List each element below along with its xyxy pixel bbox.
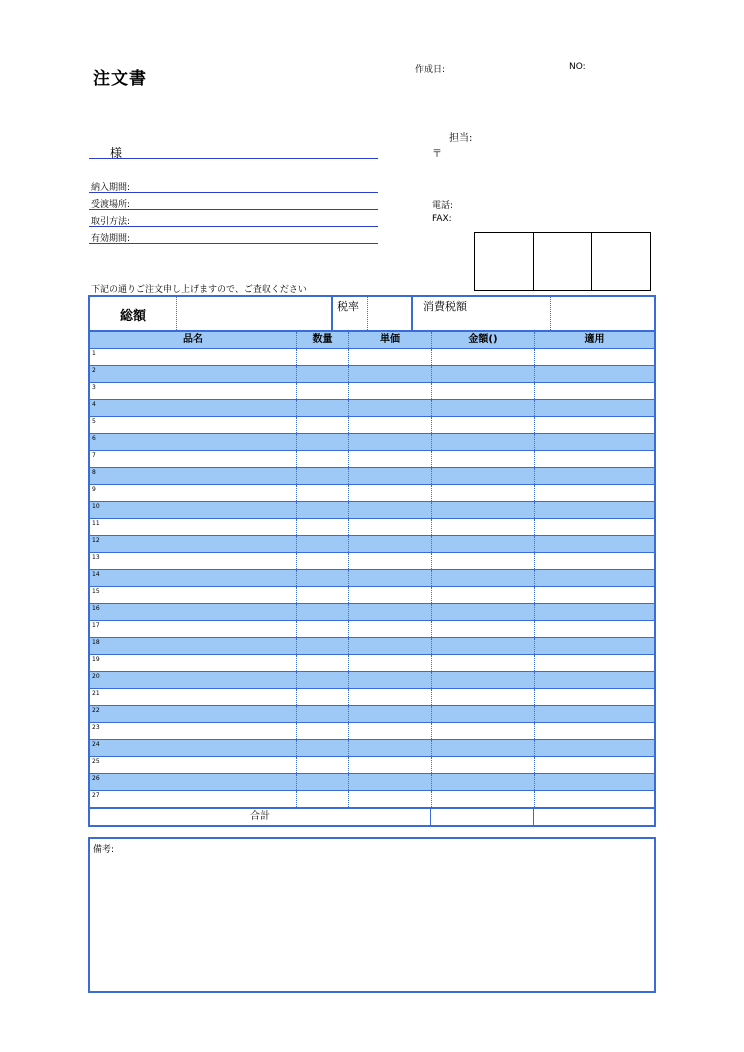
- table-cell: [349, 519, 432, 535]
- table-cell: [535, 655, 654, 671]
- row-number: 1: [92, 350, 96, 357]
- table-row: [90, 434, 654, 451]
- row-number: 9: [92, 486, 96, 493]
- table-cell: [349, 383, 432, 399]
- tax-rate-label: 税率: [337, 300, 359, 313]
- table-cell: [535, 553, 654, 569]
- sum-label: 合計: [90, 809, 431, 825]
- table-cell: [349, 485, 432, 501]
- row-number: 7: [92, 452, 96, 459]
- row-number: 22: [92, 707, 100, 714]
- sum-remark-cell: [534, 809, 654, 825]
- table-cell: [432, 672, 535, 688]
- table-cell: [349, 400, 432, 416]
- table-cell: [90, 519, 297, 535]
- table-cell: [349, 723, 432, 739]
- row-number: 17: [92, 622, 100, 629]
- table-cell: [297, 740, 349, 756]
- table-cell: [90, 757, 297, 773]
- table-cell: [297, 655, 349, 671]
- table-cell: [432, 570, 535, 586]
- table-cell: [535, 366, 654, 382]
- table-row: [90, 689, 654, 706]
- table-cell: [297, 451, 349, 467]
- table-cell: [349, 417, 432, 433]
- row-number: 3: [92, 384, 96, 391]
- customer-name-line: [89, 158, 378, 159]
- table-cell: [349, 689, 432, 705]
- table-cell: [297, 621, 349, 637]
- table-cell: [297, 366, 349, 382]
- table-cell: [349, 774, 432, 790]
- table-cell: [432, 604, 535, 620]
- table-row: [90, 400, 654, 417]
- table-row: [90, 553, 654, 570]
- table-cell: [349, 604, 432, 620]
- table-cell: [90, 383, 297, 399]
- table-cell: [535, 536, 654, 552]
- table-row: [90, 621, 654, 638]
- customer-suffix: 様: [110, 146, 123, 160]
- row-number: 2: [92, 367, 96, 374]
- table-cell: [349, 672, 432, 688]
- table-cell: [90, 536, 297, 552]
- delivery-place-label: 受渡場所:: [91, 200, 131, 210]
- table-cell: [90, 621, 297, 637]
- table-cell: [90, 570, 297, 586]
- row-number: 14: [92, 571, 100, 578]
- table-cell: [432, 417, 535, 433]
- table-cell: [349, 638, 432, 654]
- header-unit-price: 単価: [349, 332, 432, 348]
- table-row: [90, 417, 654, 434]
- table-cell: [90, 706, 297, 722]
- table-cell: [432, 689, 535, 705]
- table-cell: [297, 723, 349, 739]
- table-cell: [535, 723, 654, 739]
- table-header: [90, 332, 654, 349]
- table-cell: [349, 553, 432, 569]
- table-cell: [349, 757, 432, 773]
- table-cell: [90, 434, 297, 450]
- table-cell: [432, 655, 535, 671]
- divider: [550, 297, 551, 330]
- table-row: [90, 723, 654, 740]
- table-cell: [535, 383, 654, 399]
- table-cell: [90, 655, 297, 671]
- table-cell: [432, 451, 535, 467]
- row-number: 25: [92, 758, 100, 765]
- row-number: 4: [92, 401, 96, 408]
- divider: [176, 297, 177, 330]
- table-cell: [535, 638, 654, 654]
- table-cell: [349, 621, 432, 637]
- row-number: 16: [92, 605, 100, 612]
- row-number: 18: [92, 639, 100, 646]
- table-cell: [90, 400, 297, 416]
- divider: [367, 297, 368, 330]
- valid-period-line: [89, 243, 378, 244]
- table-cell: [432, 536, 535, 552]
- table-row: [90, 638, 654, 655]
- table-cell: [432, 757, 535, 773]
- table-cell: [297, 502, 349, 518]
- table-cell: [349, 502, 432, 518]
- table-cell: [349, 451, 432, 467]
- table-cell: [535, 400, 654, 416]
- table-cell: [297, 638, 349, 654]
- table-cell: [432, 383, 535, 399]
- table-cell: [432, 485, 535, 501]
- table-cell: [297, 604, 349, 620]
- table-cell: [90, 587, 297, 603]
- table-cell: [432, 366, 535, 382]
- table-cell: [297, 434, 349, 450]
- table-cell: [297, 553, 349, 569]
- table-cell: [297, 468, 349, 484]
- table-cell: [535, 621, 654, 637]
- table-cell: [90, 672, 297, 688]
- table-cell: [297, 587, 349, 603]
- table-cell: [432, 553, 535, 569]
- table-cell: [90, 502, 297, 518]
- table-row: [90, 536, 654, 553]
- table-row: [90, 706, 654, 723]
- table-cell: [432, 740, 535, 756]
- table-cell: [297, 689, 349, 705]
- stamp-boxes: [474, 232, 651, 291]
- table-cell: [535, 604, 654, 620]
- table-cell: [535, 706, 654, 722]
- table-cell: [90, 485, 297, 501]
- row-number: 12: [92, 537, 100, 544]
- table-row: [90, 570, 654, 587]
- stamp-box: [475, 233, 534, 290]
- table-cell: [535, 672, 654, 688]
- table-cell: [349, 349, 432, 365]
- table-cell: [432, 638, 535, 654]
- table-cell: [297, 417, 349, 433]
- table-cell: [297, 757, 349, 773]
- table-cell: [535, 451, 654, 467]
- table-cell: [535, 689, 654, 705]
- stamp-box: [592, 233, 650, 290]
- table-cell: [90, 638, 297, 654]
- table-cell: [349, 366, 432, 382]
- table-cell: [297, 349, 349, 365]
- row-number: 10: [92, 503, 100, 510]
- sum-row: [90, 808, 654, 825]
- row-number: 6: [92, 435, 96, 442]
- table-cell: [90, 689, 297, 705]
- consumption-tax-label: 消費税額: [423, 300, 467, 313]
- table-cell: [297, 774, 349, 790]
- stamp-box: [534, 233, 593, 290]
- table-cell: [90, 468, 297, 484]
- header-amount: 金額(): [432, 332, 535, 348]
- document-number-label: NO:: [569, 62, 586, 72]
- tel-label: 電話:: [432, 201, 454, 211]
- table-cell: [535, 587, 654, 603]
- table-cell: [90, 451, 297, 467]
- table-cell: [297, 485, 349, 501]
- table-cell: [297, 672, 349, 688]
- document-title: 注文書: [93, 69, 147, 89]
- divider: [411, 297, 413, 330]
- table-cell: [90, 366, 297, 382]
- table-cell: [297, 519, 349, 535]
- table-cell: [349, 791, 432, 807]
- table-cell: [432, 723, 535, 739]
- delivery-period-line: [89, 192, 378, 193]
- table-row: [90, 451, 654, 468]
- table-cell: [349, 536, 432, 552]
- total-amount-label: 総額: [120, 309, 147, 324]
- table-row: [90, 740, 654, 757]
- table-cell: [297, 791, 349, 807]
- table-cell: [535, 502, 654, 518]
- table-row: [90, 366, 654, 383]
- row-number: 19: [92, 656, 100, 663]
- table-cell: [90, 604, 297, 620]
- table-cell: [535, 485, 654, 501]
- table-cell: [432, 468, 535, 484]
- table-cell: [432, 434, 535, 450]
- remarks-box: [88, 837, 656, 993]
- payment-method-label: 取引方法:: [91, 217, 131, 227]
- row-number: 13: [92, 554, 100, 561]
- table-cell: [432, 400, 535, 416]
- table-cell: [90, 417, 297, 433]
- table-cell: [535, 349, 654, 365]
- table-cell: [297, 400, 349, 416]
- row-number: 24: [92, 741, 100, 748]
- table-cell: [535, 417, 654, 433]
- row-number: 27: [92, 792, 100, 799]
- payment-method-line: [89, 226, 378, 227]
- row-number: 21: [92, 690, 100, 697]
- table-cell: [432, 349, 535, 365]
- table-cell: [90, 740, 297, 756]
- postal-mark: 〒: [432, 149, 442, 160]
- table-cell: [535, 519, 654, 535]
- delivery-period-label: 納入期間:: [91, 183, 131, 193]
- table-cell: [297, 536, 349, 552]
- table-cell: [349, 570, 432, 586]
- row-number: 8: [92, 469, 96, 476]
- fax-label: FAX:: [432, 214, 452, 224]
- table-cell: [535, 757, 654, 773]
- table-cell: [432, 502, 535, 518]
- table-cell: [297, 383, 349, 399]
- table-cell: [90, 553, 297, 569]
- table-cell: [349, 655, 432, 671]
- table-cell: [432, 519, 535, 535]
- table-cell: [535, 434, 654, 450]
- table-cell: [90, 723, 297, 739]
- table-cell: [297, 570, 349, 586]
- row-number: 5: [92, 418, 96, 425]
- table-cell: [432, 621, 535, 637]
- table-row: [90, 757, 654, 774]
- table-cell: [535, 468, 654, 484]
- table-cell: [432, 791, 535, 807]
- table-cell: [535, 570, 654, 586]
- table-row: [90, 383, 654, 400]
- table-cell: [90, 791, 297, 807]
- header-remarks-col: 適用: [584, 334, 605, 345]
- table-cell: [535, 740, 654, 756]
- header-item-name: 品名: [90, 332, 297, 348]
- row-number: 11: [92, 520, 100, 527]
- table-row: [90, 468, 654, 485]
- sum-amount-cell: [431, 809, 534, 825]
- intro-text: 下記の通りご注文申し上げますので、ご査収ください: [91, 285, 307, 295]
- table-cell: [535, 791, 654, 807]
- header-quantity: 数量: [297, 332, 349, 348]
- table-cell: [90, 774, 297, 790]
- table-cell: [297, 706, 349, 722]
- table-row: [90, 502, 654, 519]
- table-cell: [349, 434, 432, 450]
- table-row: [90, 349, 654, 366]
- person-in-charge-label: 担当:: [449, 133, 473, 144]
- table-row: [90, 604, 654, 621]
- row-number: 15: [92, 588, 100, 595]
- divider: [331, 297, 333, 330]
- table-cell: [349, 740, 432, 756]
- summary-row: [90, 297, 654, 332]
- table-row: [90, 655, 654, 672]
- table-row: [90, 519, 654, 536]
- table-cell: [349, 706, 432, 722]
- table-row: [90, 774, 654, 791]
- row-number: 23: [92, 724, 100, 731]
- table-row: [90, 672, 654, 689]
- table-row: [90, 791, 654, 808]
- created-date-label: 作成日:: [415, 65, 446, 75]
- table-cell: [535, 774, 654, 790]
- row-number: 26: [92, 775, 100, 782]
- table-row: [90, 587, 654, 604]
- delivery-place-line: [89, 209, 378, 210]
- table-cell: [432, 587, 535, 603]
- remarks-label: 備考:: [93, 845, 115, 855]
- table-cell: [432, 774, 535, 790]
- table-cell: [349, 468, 432, 484]
- valid-period-label: 有効期間:: [91, 234, 131, 244]
- table-cell: [90, 349, 297, 365]
- table-cell: [432, 706, 535, 722]
- row-number: 20: [92, 673, 100, 680]
- table-cell: [349, 587, 432, 603]
- order-table: [88, 295, 656, 827]
- table-row: [90, 485, 654, 502]
